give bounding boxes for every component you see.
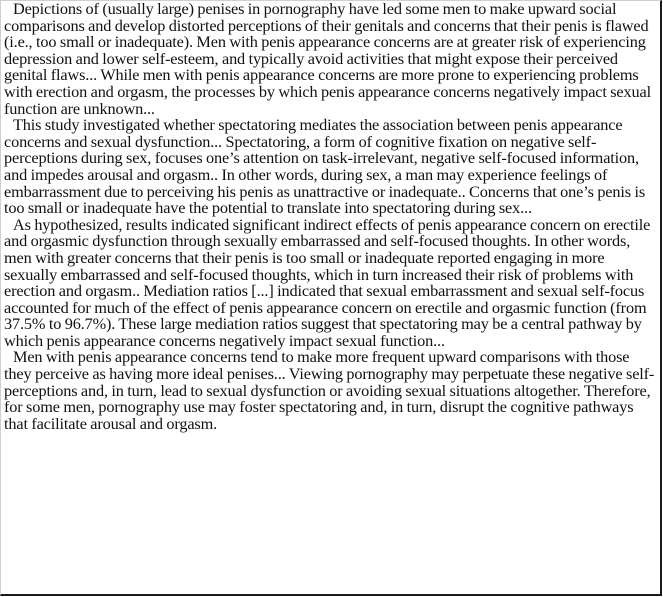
document-body [4,1,660,432]
paragraph-1: Depictions of (usually large) penises in pornography have led some men to make upward social comparisons and develop distorted perceptions of their genitals and concerns that their penis is flawed (i.e., too small or inadequate). Men with penis appearance concerns are at greater risk of experiencing depression and lower self-esteem, and typically avoid activities that might expose their perceived genital flaws... While men with penis appearance concerns are more prone to experiencing problems with erection and orgasm, the processes by which penis appearance concerns negatively impact sexual function are unknown... [4,0,651,118]
paragraph-2: This study investigated whether spectatoring mediates the association between penis appearance concerns and sexual dysfunction... Spectatoring, a form of cognitive fixation on negative self-perceptions during sex, focuses one’s attention on task-irrelevant, negative self-focused information, and impedes arousal and orgasm.. In other words, during sex, a man may experience feelings of embarrassment due to perceiving his penis as unattractive or inadequate.. Concerns that one’s penis is too small or inadequate have the potential to translate into spectatoring during sex... [4,115,646,218]
paragraph-3: As hypothesized, results indicated significant indirect effects of penis appearance concern on erectile and orgasmic dysfunction through sexually embarrassed and self-focused thoughts. In other words, men with greater concerns that their penis is too small or inadequate reported engaging in more sexually embarrassed and self-focused thoughts, which in turn increased their risk of problems with erection and orgasm.. Mediation ratios [...] indicated that sexual embarrassment and sexual self-focus accounted for much of the effect of penis appearance concern on erectile and orgasmic function (from 37.5% to 96.7%). These large mediation ratios suggest that spectatoring may be a central pathway by which penis appearance concerns negatively impact sexual function... [4,214,651,350]
paragraph-4: Men with penis appearance concerns tend to make more frequent upward comparisons with those they perceive as having more ideal penises... Viewing pornography may perpetuate these negative self-perceptions and, in turn, lead to sexual dysfunction or avoiding sexual situations altogether. Therefore, for some men, pornography use may foster spectatoring and, in turn, disrupt the cognitive pathways that facilitate arousal and orgasm. [4,347,655,433]
